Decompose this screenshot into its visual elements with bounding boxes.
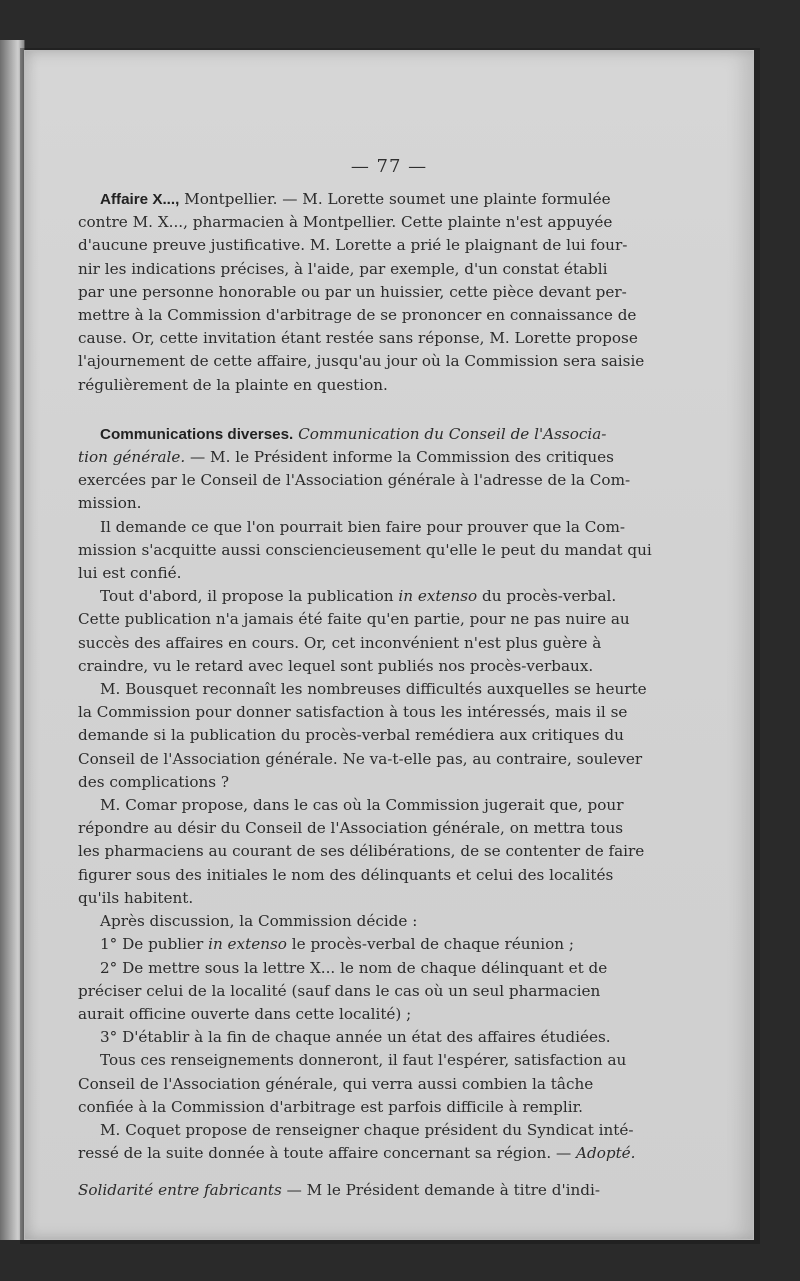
text-line: [78, 374, 618, 397]
text-run: mission s'acquitte aussi consciencieusement qu'elle le peut du mandat qui: [78, 540, 652, 559]
text-run: régulièrement de la plainte en question.: [78, 375, 388, 394]
text-line: [78, 1049, 627, 1072]
text-run: qu'ils habitent.: [78, 888, 194, 907]
text-line: [78, 516, 626, 539]
text-run: Tous ces renseignements donneront, il faut l'espérer, satisfaction au: [100, 1051, 627, 1070]
text-line: [78, 423, 618, 446]
italic-text: in extenso: [398, 587, 478, 606]
paragraph-gap: [78, 397, 618, 423]
text-line: [78, 840, 645, 863]
text-run: d'aucune preuve justificative. M. Lorette a prié le plaignant de lui four-: [78, 236, 628, 255]
text-run: Tout d'abord, il propose la publication: [100, 587, 399, 606]
text-run: les pharmaciens au courant de ses délibérations, de se contenter de faire: [78, 842, 645, 861]
text-run: M. Comar propose, dans le cas où la Commission jugerait que, pour: [100, 796, 624, 815]
text-line: [78, 748, 643, 771]
text-run: cause. Or, cette invitation étant restée sans réponse, M. Lorette propose: [78, 329, 638, 348]
text-run: Il demande ce que l'on pourrait bien faire pour prouver que la Com-: [100, 517, 626, 536]
text-run: mettre à la Commission d'arbitrage de se prononcer en connaissance de: [78, 306, 637, 325]
text-run: M. Bousquet reconnaît les nombreuses difficultés auxquelles se heurte: [100, 680, 647, 699]
text-run: mission.: [78, 494, 142, 513]
italic-text: Communication du Conseil de l'Associa-: [298, 424, 607, 443]
text-line: [78, 327, 638, 350]
text-run: lui est confié.: [78, 564, 182, 583]
text-line: [78, 281, 627, 304]
text-line: [78, 234, 628, 257]
text-line: [78, 446, 618, 469]
text-line: [78, 469, 631, 492]
text-run: par une personne honorable ou par un huissier, cette pièce devant per-: [78, 282, 627, 301]
text-run: exercées par le Conseil de l'Association générale à l'adresse de la Com-: [78, 471, 631, 490]
italic-text: tion générale.: [78, 448, 186, 467]
text-line: [78, 350, 645, 373]
text-line: [78, 678, 647, 701]
text-run: préciser celui de la localité (sauf dans le cas où un seul pharmacien: [78, 981, 601, 1000]
scanned-page: [24, 50, 754, 1240]
text-line: [78, 910, 618, 933]
text-line: [78, 632, 618, 655]
text-line: [78, 1142, 636, 1165]
text-line: [78, 211, 618, 234]
page-body-text: [78, 188, 652, 1203]
text-run: 3° D'établir à la fin de chaque année un état des affaires étudiées.: [100, 1028, 611, 1047]
text-run: confiée à la Commission d'arbitrage est parfois difficile à remplir.: [78, 1097, 583, 1116]
text-line: [78, 933, 618, 956]
text-line: [78, 771, 618, 794]
text-run: succès des affaires en cours. Or, cet inconvénient n'est plus guère à: [78, 633, 602, 652]
text-line: [78, 1026, 618, 1049]
text-run: — M. le Président informe la Commission des critiques: [185, 448, 614, 467]
text-run: Cette publication n'a jamais été faite qu'en partie, pour ne pas nuire au: [78, 610, 630, 629]
text-line: [78, 1073, 618, 1096]
text-line: [78, 957, 618, 980]
italic-text: Solidarité entre fabricants: [78, 1181, 282, 1200]
text-run: la Commission pour donner satisfaction à tous les intéressés, mais il se: [78, 703, 628, 722]
text-line: [78, 585, 618, 608]
text-line: [78, 887, 618, 910]
text-line: [78, 980, 618, 1003]
text-run: craindre, vu le retard avec lequel sont publiés nos procès-verbaux.: [78, 656, 594, 675]
text-line: [78, 258, 618, 281]
text-line: [78, 1096, 618, 1119]
italic-text: Adopté.: [576, 1144, 636, 1163]
text-line: [78, 1179, 618, 1202]
text-run: Montpellier. — M. Lorette soumet une plainte formulée: [179, 190, 611, 208]
text-line: [78, 562, 618, 585]
text-line: [78, 655, 618, 678]
text-line: [78, 304, 637, 327]
text-run: figurer sous des initiales le nom des délinquants et celui des localités: [78, 865, 614, 884]
text-line: [78, 724, 624, 747]
paragraph-gap: [78, 1165, 618, 1179]
text-run: des complications ?: [78, 772, 230, 791]
text-line: [78, 701, 628, 724]
text-run: Après discussion, la Commission décide :: [100, 912, 418, 931]
text-run: contre M. X..., pharmacien à Montpellier. Cette plainte n'est appuyée: [78, 213, 613, 232]
text-line: [78, 1003, 618, 1026]
text-run: M. Coquet propose de renseigner chaque président du Syndicat inté-: [100, 1120, 634, 1139]
text-run: aurait officine ouverte dans cette localité) ;: [78, 1004, 412, 1023]
text-line: [78, 608, 630, 631]
text-run: — M le Président demande à titre d'indi-: [281, 1181, 600, 1200]
text-run: Conseil de l'Association générale, qui verra aussi combien la tâche: [78, 1074, 594, 1093]
text-run: ressé de la suite donnée à toute affaire concernant sa région. —: [78, 1144, 577, 1163]
text-run: demande si la publication du procès-verbal remédiera aux critiques du: [78, 726, 624, 745]
text-line: [78, 864, 618, 887]
section-heading: Affaire X...,: [100, 191, 180, 208]
text-run: nir les indications précises, à l'aide, par exemple, d'un constat établi: [78, 259, 608, 278]
text-line: [78, 539, 652, 562]
text-run: 2° De mettre sous la lettre X... le nom de chaque délinquant et de: [100, 958, 608, 977]
italic-text: in extenso: [208, 935, 287, 954]
text-line: [78, 1119, 634, 1142]
text-run: l'ajournement de cette affaire, jusqu'au jour où la Commission sera saisie: [78, 352, 645, 371]
text-run: du procès-verbal.: [477, 587, 617, 606]
section-heading: Communications diverses.: [100, 425, 294, 443]
text-line: [78, 817, 624, 840]
text-run: répondre au désir du Conseil de l'Association générale, on mettra tous: [78, 819, 624, 838]
text-line: [78, 188, 618, 211]
text-line: [78, 794, 624, 817]
text-run: 1° De publier: [100, 935, 209, 954]
text-run: le procès-verbal de chaque réunion ;: [286, 935, 575, 954]
text-line: [78, 492, 618, 515]
text-run: Conseil de l'Association générale. Ne va-t-elle pas, au contraire, soulever: [78, 749, 643, 768]
page-number: — 77 —: [350, 156, 428, 177]
